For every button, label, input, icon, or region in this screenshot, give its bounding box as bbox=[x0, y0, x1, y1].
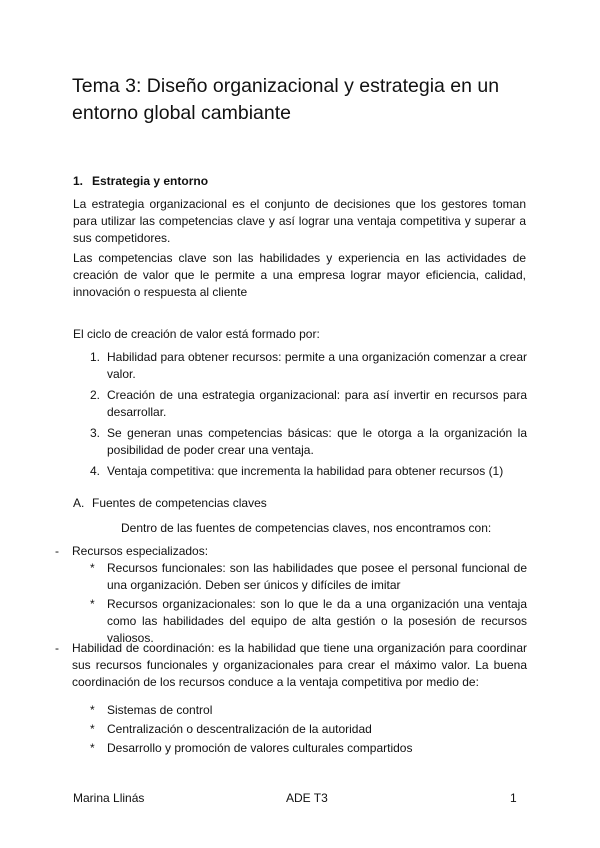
list-text: Ventaja competitiva: que incrementa la habilidad para obtener recursos (1) bbox=[107, 464, 504, 478]
paragraph-competencies: Las competencias clave son las habilidades y experiencia en las actividades de creación de valor que le permite a una empresa lograr mayor eficiencia, calidad, innovación o respuesta al cliente bbox=[73, 251, 526, 299]
list-item bbox=[90, 740, 527, 757]
list-text: Recursos organizacionales: son lo que le da a una organización una ventaja como las habilidades del equipo de alta gestión o la posesión de recursos valiosos. bbox=[107, 597, 527, 645]
footer-course: ADE T3 bbox=[286, 791, 328, 805]
section-heading bbox=[73, 174, 208, 188]
bullet-marker: * bbox=[90, 741, 95, 755]
specialized-label: Recursos especializados: bbox=[72, 544, 209, 558]
coordination-list bbox=[90, 702, 527, 759]
list-number: 4. bbox=[90, 464, 101, 478]
list-number: 2. bbox=[90, 388, 101, 402]
sources-intro: Dentro de las fuentes de competencias claves, nos encontramos con: bbox=[121, 521, 492, 535]
coordination-text: Habilidad de coordinación: es la habilidad que tiene una organización para coordinar sus recursos funcionales y organizacionales para crear el máximo valor. La buena coordinación de los recursos conduce a la ventaja competitiva por medio de: bbox=[72, 641, 527, 689]
dash-marker: - bbox=[55, 641, 59, 655]
page-title: Tema 3: Diseño organizacional y estrategia en un entorno global cambiante bbox=[72, 75, 500, 124]
list-text: Habilidad para obtener recursos: permite a una organización comenzar a crear valor. bbox=[107, 350, 527, 381]
dash-marker: - bbox=[55, 544, 59, 558]
list-item bbox=[73, 349, 527, 383]
section-number: 1. bbox=[73, 174, 84, 188]
list-item bbox=[90, 560, 527, 594]
subsection-heading bbox=[73, 496, 267, 510]
cycle-list bbox=[73, 349, 527, 484]
specialized-resources bbox=[55, 543, 527, 560]
list-text: Sistemas de control bbox=[107, 703, 213, 717]
bullet-marker: * bbox=[90, 703, 95, 717]
list-text: Desarrollo y promoción de valores culturales compartidos bbox=[107, 741, 413, 755]
bullet-marker: * bbox=[90, 561, 95, 575]
list-item bbox=[90, 702, 527, 719]
bullet-marker: * bbox=[90, 722, 95, 736]
list-item bbox=[90, 721, 527, 738]
specialized-list bbox=[90, 560, 527, 649]
list-number: 1. bbox=[90, 350, 101, 364]
subsection-letter: A. bbox=[73, 496, 85, 510]
list-item bbox=[73, 387, 527, 421]
footer-page-number: 1 bbox=[510, 791, 517, 805]
list-number: 3. bbox=[90, 426, 101, 440]
subsection-title: Fuentes de competencias claves bbox=[92, 496, 267, 510]
list-text: Recursos funcionales: son las habilidades que posee el personal funcional de una organización. Deben ser únicos y difíciles de imitar bbox=[107, 561, 527, 592]
cycle-intro: El ciclo de creación de valor está formado por: bbox=[73, 327, 320, 341]
bullet-marker: * bbox=[90, 597, 95, 611]
list-text: Creación de una estrategia organizacional: para así invertir en recursos para desarrollar. bbox=[107, 388, 527, 419]
list-text: Centralización o descentralización de la autoridad bbox=[107, 722, 372, 736]
section-title: Estrategia y entorno bbox=[92, 174, 209, 188]
footer-author: Marina Llinás bbox=[73, 791, 145, 805]
list-item bbox=[73, 463, 527, 480]
coordination-ability bbox=[55, 640, 527, 691]
paragraph-strategy: La estrategia organizacional es el conjunto de decisiones que los gestores toman para utilizar las competencias clave y así lograr una ventaja competitiva y superar a sus competidores. bbox=[73, 197, 526, 245]
list-item bbox=[73, 425, 527, 459]
list-text: Se generan unas competencias básicas: que le otorga a la organización la posibilidad de poder crear una ventaja. bbox=[107, 426, 527, 457]
